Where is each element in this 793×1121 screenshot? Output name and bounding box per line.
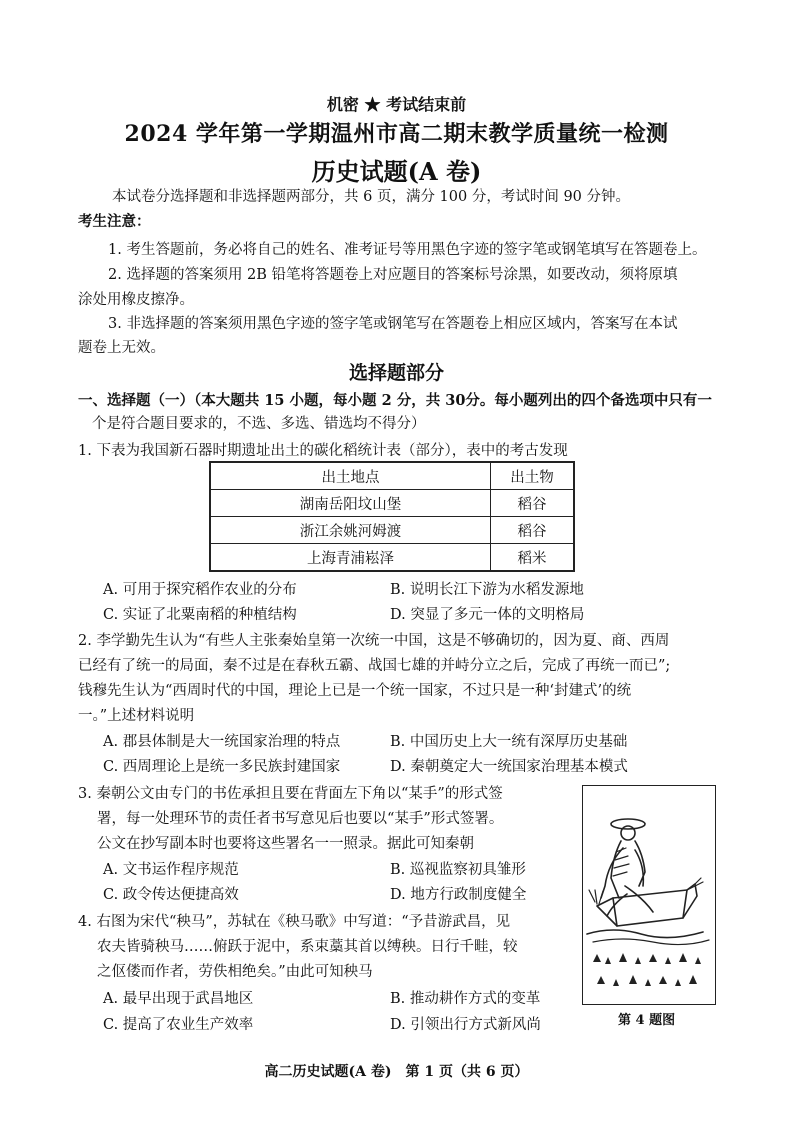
table-cell: 稻米 [491,544,575,572]
exam-subtitle: 历史试题(A 卷) [311,157,482,186]
q3-stem-line-2: 署，每一处理环节的责任者书写意见后也要以“某手”形式签署。 [97,811,504,827]
q3-option-a: A. 文书运作程序规范 [103,862,239,878]
q1-option-b: B. 说明长江下游为水稻发源地 [390,582,584,598]
table-row [210,490,574,517]
q2-option-b: B. 中国历史上大一统有深厚历史基础 [390,734,628,750]
q2-option-c: C. 西周理论上是统一多民族封建国家 [103,759,341,775]
table-row [210,544,574,572]
q2-option-a: A. 郡县体制是大一统国家治理的特点 [103,734,341,750]
table-cell: 上海青浦崧泽 [210,544,491,572]
q4-option-d: D. 引领出行方式新风尚 [390,1017,541,1033]
section-heading: 选择题部分 [348,362,444,384]
table-cell: 稻谷 [491,517,575,544]
notice-item-3-line-1: 3. 非选择题的答案须用黑色字迹的签字笔或钢笔写在答题卷上相应区域内，答案写在本试 [108,316,678,332]
notice-item-2-line-1: 2. 选择题的答案须用 2B 铅笔将答题卷上对应题目的答案标号涂黑，如要改动，须将原填 [108,267,678,283]
q3-option-b: B. 巡视监察初具雏形 [390,862,526,878]
q4-stem-line-1: 4. 右图为宋代“秧马”，苏轼在《秧马歌》中写道：“予昔游武昌，见 [78,914,511,930]
q1-option-a: A. 可用于探究稻作农业的分布 [103,582,297,598]
notice-item-3-line-2: 题卷上无效。 [78,340,165,356]
exam-intro: 本试卷分选择题和非选择题两部分，共 6 页，满分 100 分，考试时间 90 分钟。 [112,189,631,205]
q3-option-c: C. 政令传达便捷高效 [103,887,239,903]
q3-stem-line-3: 公文在抄写副本时也要将这些署名一一照录。据此可知秦朝 [97,836,474,852]
part1-instructions-line-2: 个是符合题目要求的，不选、多选、错选均不得分） [92,416,426,432]
rice-table [209,461,575,572]
q3-stem-line-1: 3. 秦朝公文由专门的书佐承担且要在背面左下角以“某手”的形式签 [78,786,503,802]
table-cell: 稻谷 [491,490,575,517]
table-header-cell: 出土物 [491,462,575,490]
q4-option-c: C. 提高了农业生产效率 [103,1017,254,1033]
q2-stem-line-4: 一。”上述材料说明 [78,708,195,724]
page-footer: 高二历史试题(A 卷) 第 1 页（共 6 页） [264,1064,529,1080]
q1-stem: 1. 下表为我国新石器时期遗址出土的碳化稻统计表（部分），表中的考古发现 [78,443,568,459]
q3-option-d: D. 地方行政制度健全 [390,887,527,903]
q2-option-d: D. 秦朝奠定大一统国家治理基本模式 [390,759,628,775]
table-header-cell: 出土地点 [210,462,491,490]
yangma-figure-frame [582,785,716,1005]
q4-option-a: A. 最早出现于武昌地区 [103,991,254,1007]
table-cell: 湖南岳阳坟山堡 [210,490,491,517]
table-header-row [210,462,574,490]
q1-option-c: C. 实证了北粟南稻的种植结构 [103,607,297,623]
q4-option-b: B. 推动耕作方式的变革 [390,991,541,1007]
figure-caption: 第 4 题图 [618,1013,676,1028]
q4-stem-line-2: 农夫皆骑秧马……俯跃于泥中，系束藁其首以缚秧。日行千畦，较 [97,939,518,955]
table-cell: 浙江余姚河姆渡 [210,517,491,544]
exam-title: 2024 学年第一学期温州市高二期末教学质量统一检测 [124,121,669,147]
notice-item-1: 1. 考生答题前，务必将自己的姓名、准考证号等用黑色字迹的签字笔或钢笔填写在答题卷上。 [108,242,707,258]
q2-stem-line-1: 2. 李学勤先生认为“有些人主张秦始皇第一次统一中国，这是不够确切的，因为夏、商、西周 [78,633,670,649]
yangma-illustration [583,786,715,1004]
q1-option-d: D. 突显了多元一体的文明格局 [390,607,585,623]
notice-item-2-line-2: 涂处用橡皮擦净。 [78,292,194,308]
table-row [210,517,574,544]
part1-instructions-line-1: 一、选择题（一）（本大题共 15 小题，每小题 2 分，共 30分。每小题列出的四个备选项中只有一 [78,392,712,409]
q2-stem-line-2: 已经有了统一的局面，秦不过是在春秋五霸、战国七雄的并峙分立之后，完成了再统一而已”; [78,658,671,674]
q4-stem-line-3: 之伛偻而作者，劳佚相绝矣。”由此可知秧马 [97,964,373,980]
confidential-label: 机密 ★ 考试结束前 [326,95,467,114]
q2-stem-line-3: 钱穆先生认为“西周时代的中国，理论上已是一个统一国家，不过只是一种‘封建式’的统 [78,683,632,699]
notice-heading: 考生注意： [78,213,151,230]
